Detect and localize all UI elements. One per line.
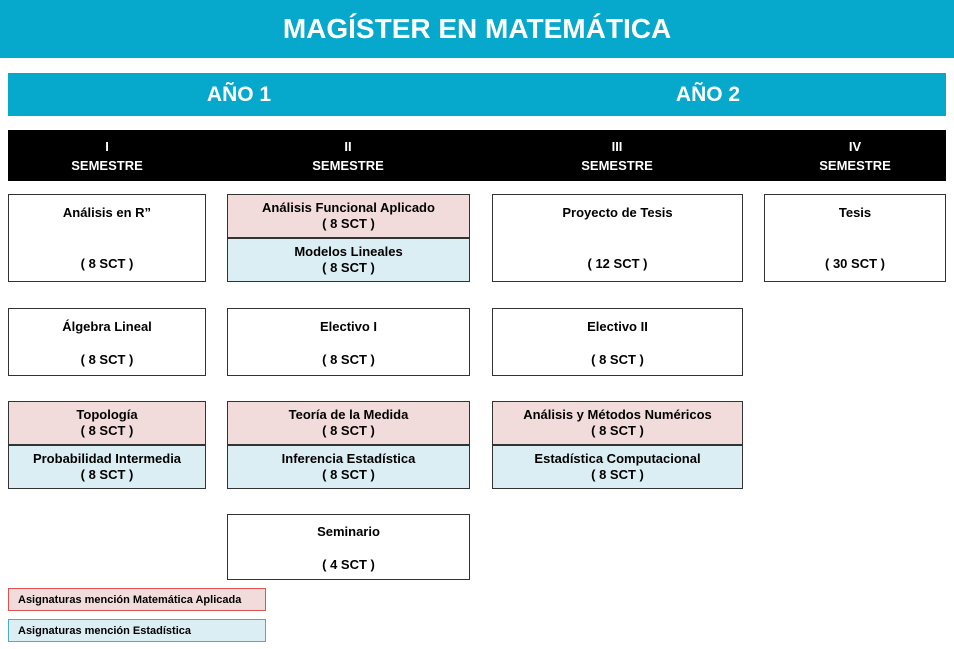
semester-2-header	[227, 130, 469, 181]
course-credits: ( 8 SCT )	[80, 467, 134, 482]
course-algebra-lineal	[8, 308, 206, 376]
course-credits: ( 8 SCT )	[322, 216, 375, 231]
course-name: Probabilidad Intermedia	[32, 451, 182, 466]
year-2-label: AÑO 2	[675, 82, 741, 106]
course-tesis	[764, 194, 946, 282]
course-modelos-lineales	[227, 238, 470, 282]
course-name: Análisis en R”	[62, 205, 152, 220]
legend-applied-math: Asignaturas mención Matemática Aplicada	[8, 588, 266, 611]
semester-label: SEMESTRE	[581, 157, 653, 173]
course-credits: ( 8 SCT )	[80, 256, 134, 271]
course-credits: ( 8 SCT )	[322, 260, 375, 275]
course-teoria-medida	[227, 401, 470, 445]
course-name: Análisis Funcional Aplicado	[262, 200, 435, 215]
course-credits: ( 8 SCT )	[322, 467, 375, 482]
semester-4-header	[764, 130, 946, 181]
course-analisis-rn	[8, 194, 206, 282]
semester-3-header	[492, 130, 742, 181]
course-credits: ( 12 SCT )	[587, 256, 648, 271]
course-credits: ( 4 SCT )	[322, 557, 375, 572]
course-name: Teoría de la Medida	[288, 407, 409, 422]
semester-numeral: I	[105, 138, 109, 154]
course-name: Topología	[76, 407, 138, 422]
course-credits: ( 8 SCT )	[591, 467, 644, 482]
course-name: Modelos Lineales	[294, 244, 403, 259]
course-credits: ( 8 SCT )	[322, 423, 375, 438]
course-analisis-funcional	[227, 194, 470, 238]
course-proyecto-tesis	[492, 194, 743, 282]
course-name: Electivo II	[587, 319, 648, 334]
course-credits: ( 8 SCT )	[591, 352, 644, 367]
course-inferencia-estadistica	[227, 445, 470, 489]
semester-header-bar	[8, 130, 946, 181]
course-topologia	[8, 401, 206, 445]
page-title: MAGÍSTER EN MATEMÁTICA	[0, 0, 954, 58]
legend-statistics: Asignaturas mención Estadística	[8, 619, 266, 642]
course-name: Análisis y Métodos Numéricos	[523, 407, 712, 422]
course-credits: ( 30 SCT )	[825, 256, 885, 271]
course-name: Tesis	[838, 205, 872, 220]
semester-numeral: IV	[848, 138, 862, 154]
course-credits: ( 8 SCT )	[591, 423, 644, 438]
course-electivo-2	[492, 308, 743, 376]
semester-1-header	[8, 130, 206, 181]
course-electivo-1	[227, 308, 470, 376]
course-name: Estadística Computacional	[534, 451, 701, 466]
course-name: Electivo I	[319, 319, 378, 334]
course-credits: ( 8 SCT )	[80, 352, 134, 367]
course-name: Álgebra Lineal	[62, 319, 152, 334]
semester-numeral: II	[344, 138, 352, 154]
course-credits: ( 8 SCT )	[80, 423, 134, 438]
semester-label: SEMESTRE	[312, 157, 384, 173]
semester-label: SEMESTRE	[71, 157, 143, 173]
course-analisis-numerico	[492, 401, 743, 445]
semester-numeral: III	[611, 138, 623, 154]
course-credits: ( 8 SCT )	[322, 352, 375, 367]
course-estadistica-computacional	[492, 445, 743, 489]
course-name: Seminario	[317, 524, 380, 539]
course-seminario	[227, 514, 470, 580]
semester-label: SEMESTRE	[819, 157, 891, 173]
course-probabilidad-intermedia	[8, 445, 206, 489]
course-name: Inferencia Estadística	[281, 451, 416, 466]
course-name: Proyecto de Tesis	[562, 205, 673, 220]
year-1-label: AÑO 1	[206, 82, 272, 106]
year-header-bar	[8, 73, 946, 116]
